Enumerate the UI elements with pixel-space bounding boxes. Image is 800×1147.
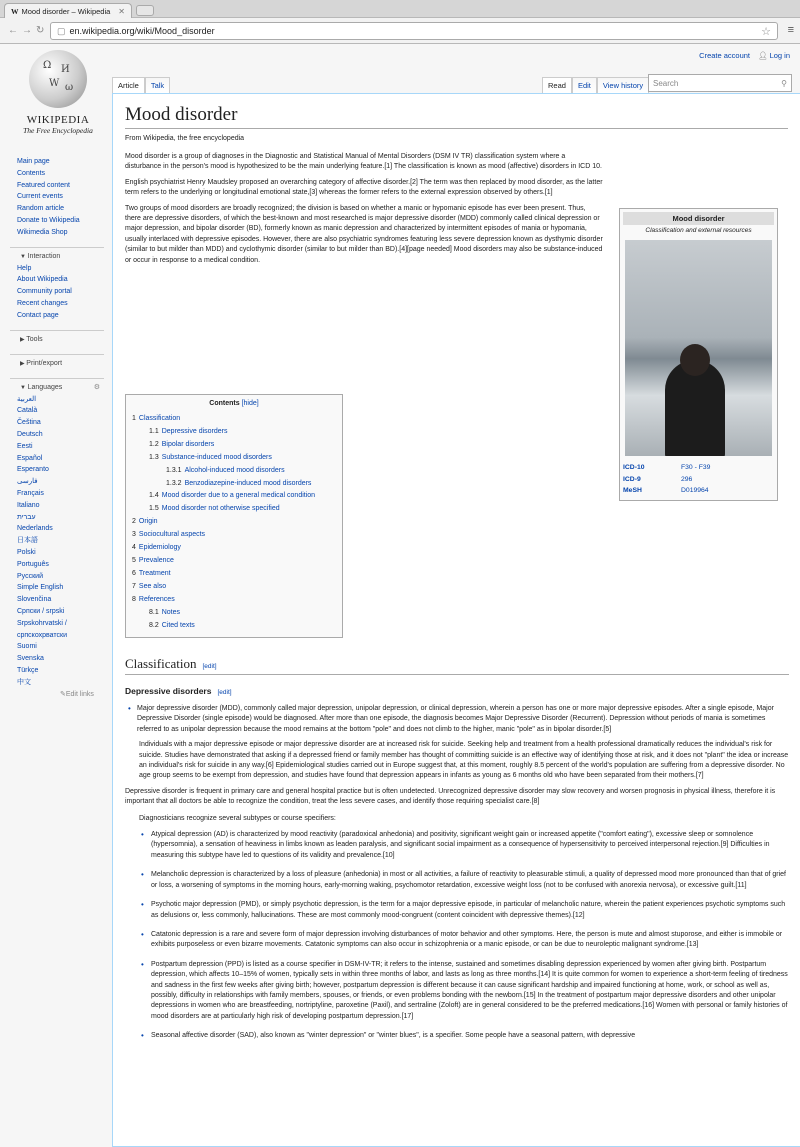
browser-tab[interactable] (4, 3, 132, 19)
toc-label[interactable]: Sociocultural aspects (138, 531, 206, 539)
sidebar-item-language[interactable]: Français (17, 489, 44, 497)
sidebar-item-featured[interactable]: Featured content (17, 181, 70, 189)
toc-title: Contents [hide] (209, 400, 259, 407)
collapsed-triangle-icon: ▶ (20, 360, 27, 367)
lead-paragraph-2: English psychiatrist Henry Maudsley proposed an overarching category of affective disorder.[2] The term was then replaced by mood disorder, as the latter term refers to the underlying or longitudinal emotional state,[3] whereas the former refers to the external expression observed by others.[1] (125, 178, 603, 197)
toc-item[interactable] (132, 542, 336, 555)
article-content (112, 93, 800, 1147)
photo-head (680, 344, 710, 376)
infobox-title: Mood disorder (623, 212, 774, 225)
pencil-icon: ✎ (60, 691, 66, 699)
print-export-heading[interactable]: ▶ Print/export (10, 354, 104, 370)
interaction-heading[interactable]: ▼ Interaction (10, 247, 104, 263)
toc-number: 1.3.1 (166, 466, 182, 474)
paragraph-frequency: Depressive disorder is frequent in primary care and general hospital practice but is often undetected. Unrecognized depressive disorder may slow recovery and worsen prognosis in physical illness, therefore it is important that all doctors be able to recognize the condition, treat the less severe cases, and identify those requiring specialist care.[8] (125, 787, 776, 806)
sidebar-item-current-events[interactable]: Current events (17, 193, 63, 201)
reload-icon[interactable]: ↻ (36, 25, 45, 36)
wikipedia-favicon-icon: W (11, 7, 19, 16)
browser-tab-strip (0, 0, 800, 18)
toc-label[interactable]: See also (138, 582, 167, 590)
sidebar-item-language[interactable]: Esperanto (17, 466, 49, 474)
sidebar-languages (0, 394, 112, 689)
sidebar-item-language[interactable]: Svenska (17, 655, 44, 663)
toc-item[interactable] (132, 581, 336, 594)
toc-item[interactable] (132, 516, 336, 529)
sidebar-item-language[interactable]: Eesti (17, 442, 33, 450)
sidebar-item-language[interactable]: Türkçe (17, 666, 39, 674)
toc-number: 5 (132, 556, 136, 564)
search-placeholder: Search (653, 78, 679, 88)
sidebar-item-recent-changes[interactable]: Recent changes (17, 299, 68, 307)
sidebar-item-contact[interactable]: Contact page (17, 311, 59, 319)
paragraph-subtypes-intro: Diagnosticians recognize several subtypes or course specifiers: (139, 814, 336, 822)
toc-label[interactable]: References (138, 595, 175, 603)
sidebar-item-community[interactable]: Community portal (17, 288, 72, 296)
sidebar (0, 156, 112, 698)
toc-number: 2 (132, 518, 136, 526)
list-item-subtype: • Atypical depression (AD) is characterized by mood reactivity (paradoxical anhedonia) and positivity, significant weight gain or increased appetite ("comfort eating"), excessive sleep or somnolence (hypersomnia), a sensation of heaviness in limbs known as leaden paralysis, and significant social impairment as a consequence of hypersensitivity to perceived interpersonal rejection.[9] Difficulties in measuring this subtype have led to questions of its validity and prevalence.[10] (125, 830, 789, 861)
sidebar-item-language[interactable]: עברית (17, 513, 36, 521)
section-heading-classification: Classification [edit] (125, 656, 789, 675)
infobox-key[interactable]: ICD-9 (623, 475, 641, 483)
toc-item[interactable] (132, 490, 336, 503)
toc-number: 1.3 (149, 453, 159, 461)
toc-item[interactable] (132, 465, 336, 478)
toc-number: 1.4 (149, 492, 159, 500)
sidebar-item-language[interactable]: فارسی (17, 478, 38, 486)
toc-item[interactable] (132, 503, 336, 516)
infobox-photo[interactable] (625, 240, 772, 456)
section-edit-link[interactable]: [edit] (217, 689, 232, 696)
toc-number: 3 (132, 531, 136, 539)
sidebar-item-language[interactable]: Deutsch (17, 430, 43, 438)
sidebar-interaction (0, 263, 112, 322)
sidebar-item-language[interactable]: Català (17, 407, 38, 415)
toc-number: 7 (132, 582, 136, 590)
new-tab-button[interactable] (136, 5, 154, 16)
toc-hide-link[interactable]: [hide] (241, 400, 259, 407)
toc-item[interactable] (132, 426, 336, 439)
personal-tools (699, 51, 790, 60)
subsection-heading-depressive: Depressive disorders [edit] (125, 686, 232, 696)
sidebar-item-language[interactable]: Nederlands (17, 525, 53, 533)
sidebar-item-language[interactable]: Português (17, 560, 49, 568)
back-icon[interactable]: ← (8, 25, 18, 36)
list-item-subtype: • Psychotic major depression (PMD), or simply psychotic depression, is the term for a major depressive episode, in particular of melancholic nature, wherein the patient experiences psychotic symptoms such as delusions or, less commonly, hallucinations. These are most commonly mood-congruent (content coincident with depressive themes).[12] (125, 900, 789, 921)
toc-number: 8.1 (149, 608, 159, 616)
toc-number: 1.1 (149, 427, 159, 435)
tab-article[interactable]: Article (112, 77, 145, 93)
table-of-contents (125, 394, 343, 638)
browser-toolbar (0, 18, 800, 44)
sidebar-item-contents[interactable]: Contents (17, 169, 46, 177)
toc-label[interactable]: Substance-induced mood disorders (161, 453, 272, 461)
list-item-subtype: • Seasonal affective disorder (SAD), also known as "winter depression" or "winter blues", is a specifier. Some people have a seasonal pattern, with depressive (125, 1031, 789, 1041)
sidebar-item-help[interactable]: Help (17, 264, 32, 272)
puzzle-globe-icon: Ω И W ω (29, 50, 87, 108)
sidebar-item-language[interactable]: Suomi (17, 643, 37, 651)
infobox-row (623, 474, 774, 486)
toc-label[interactable]: Epidemiology (138, 544, 181, 552)
infobox (619, 208, 778, 501)
site-sub: From Wikipedia, the free encyclopedia (125, 135, 245, 142)
forward-icon[interactable]: → (22, 25, 32, 36)
browser-tab-title: Mood disorder – Wikipedia (21, 7, 111, 16)
infobox-row (623, 485, 774, 497)
toc-number: 8.2 (149, 621, 159, 629)
toc-number: 1.2 (149, 440, 159, 448)
section-edit-link[interactable]: [edit] (202, 663, 217, 670)
languages-heading[interactable]: ▼ Languages ⚙ (10, 378, 104, 394)
expand-triangle-icon: ▼ (20, 253, 28, 260)
list-item-mdd: • Major depressive disorder (MDD), commonly called major depression, unipolar depression, or clinical depression, wherein a person has one or more major depressive episodes. After a single episode, Major Depressive Disorder (single episode) would be diagnosed. After more than one episode, the diagnosis becomes Major Depressive Disorder (Recurrent). Depression without periods of mania is sometimes referred to as unipolar depression because the mood remains at the bottom "pole" and does not climb to the higher, manic "pole" as in bipolar disorder.[5] (125, 704, 789, 735)
tab-view-history[interactable]: View history (597, 77, 649, 93)
toc-number: 1 (132, 415, 136, 422)
sidebar-item-language[interactable]: العربية (17, 395, 37, 403)
toc-number: 1.5 (149, 505, 159, 513)
search-input[interactable] (648, 74, 792, 92)
toc-item[interactable] (132, 452, 336, 465)
user-icon: 👤︎ (758, 51, 768, 60)
toc-label[interactable]: Treatment (138, 569, 171, 577)
toc-label[interactable]: Mood disorder due to a general medical condition (161, 492, 316, 500)
tab-read[interactable]: Read (542, 77, 572, 93)
subtype-list (125, 830, 789, 1042)
page-title: Mood disorder (125, 104, 788, 129)
toc-label[interactable]: Bipolar disorders (161, 440, 215, 448)
sidebar-item-language[interactable]: Italiano (17, 501, 40, 509)
sidebar-item-random[interactable]: Random article (17, 205, 65, 213)
toc-label[interactable]: Depressive disorders (161, 427, 228, 435)
sidebar-item-language[interactable]: Polski (17, 548, 36, 556)
list-item-subtype: • Melancholic depression is characterized by a loss of pleasure (anhedonia) in most or all activities, a failure of reactivity to pleasurable stimuli, a quality of depressed mood more pronounced than that of grief or loss, a worsening of symptoms in the morning hours, early-morning waking, psychomotor retardation, excessive weight loss (not to be confused with anorexia nervosa), or excessive guilt.[11] (125, 870, 789, 891)
lead-paragraph-1: Mood disorder is a group of diagnoses in the Diagnostic and Statistical Manual of Mental Disorders (DSM IV TR) classification system where a disturbance in the person's mood is hypothesized to be the main underlying feature.[1] The classification is known as mood (affective) disorders in ICD 10. (125, 153, 602, 171)
toc-item[interactable] (132, 413, 336, 426)
sidebar-item-language[interactable]: Simple English (17, 584, 64, 592)
sidebar-item-main-page[interactable]: Main page (17, 158, 50, 165)
browser-menu-icon[interactable]: ≡ (787, 24, 794, 36)
infobox-key[interactable]: MeSH (623, 487, 642, 494)
create-account-link[interactable]: Create account (699, 51, 751, 60)
tools-heading[interactable]: ▶ Tools (10, 330, 104, 346)
toc-label[interactable]: Cited texts (161, 621, 195, 629)
tab-talk[interactable]: Talk (145, 77, 170, 93)
toc-number: 4 (132, 544, 136, 552)
toc-label[interactable]: Origin (138, 518, 158, 526)
address-bar[interactable] (50, 22, 778, 40)
infobox-value[interactable]: D019964 (681, 487, 709, 494)
infobox-row (623, 462, 774, 474)
toc-label[interactable]: Classification (138, 415, 181, 422)
sidebar-item-language[interactable]: 中文 (17, 678, 31, 686)
tab-edit[interactable]: Edit (572, 77, 597, 93)
sidebar-item-donate[interactable]: Donate to Wikipedia (17, 216, 80, 224)
toc-label[interactable]: Alcohol-induced mood disorders (184, 466, 285, 474)
sidebar-item-language[interactable]: Čeština (17, 419, 41, 427)
sidebar-item-language[interactable]: Српски / srpski (17, 607, 65, 615)
logo-wordmark: WIKIPEDIA (26, 114, 90, 126)
toc-number: 8 (132, 595, 136, 603)
sidebar-item-language[interactable]: 日本語 (17, 537, 38, 545)
sidebar-item-language[interactable]: Русский (17, 572, 43, 580)
toc-label[interactable]: Mood disorder not otherwise specified (161, 505, 280, 513)
expand-triangle-icon: ▼ (20, 384, 28, 391)
login-link[interactable]: Log in (769, 51, 790, 60)
sidebar-item-language[interactable]: Slovenčina (17, 596, 52, 604)
collapsed-triangle-icon: ▶ (20, 336, 27, 343)
toc-item[interactable] (132, 555, 336, 568)
url-text: en.wikipedia.org/wiki/Mood_disorder (69, 26, 215, 36)
sidebar-item-about[interactable]: About Wikipedia (17, 276, 68, 284)
namespace-tabs (112, 77, 170, 93)
edit-links[interactable]: ✎Edit links (60, 691, 94, 699)
wikipedia-page (0, 44, 800, 1147)
infobox-key[interactable]: ICD-10 (623, 464, 645, 471)
list-item-subtype: • Postpartum depression (PPD) is listed as a course specifier in DSM-IV-TR; it refers to the intense, sustained and sometimes disabling depression experienced by women after giving birth. Postpartum depression, which affects 10–15% of women, typically sets in within three months of labor, and lasts as long as three months.[14] It is quite common for women to experience a short-term feeling of tiredness and sadness in the first few weeks after giving birth; however, postpartum depression is different because it can cause significant hardship and impaired functioning at home, work, or school as well as, possibly, difficulty in relationships with family members, spouses, or friends, or even problems bonding with the newborn.[15] In the treatment of postpartum major depressive disorders and other unipolar depressions in women who are breastfeeding, nortriptyline, paroxetine (Paxil), and sertraline (Zoloft) are in general considered to be the preferred medications.[16] Women with personal or family histories of mood disorders are at particularly high risk of developing postpartum depression.[17] (125, 960, 789, 1022)
search-icon[interactable]: ⚲ (781, 78, 787, 88)
wikipedia-logo[interactable] (10, 50, 106, 150)
toc-number: 6 (132, 569, 136, 577)
toc-list (132, 413, 336, 632)
page-icon: ▢ (57, 25, 66, 36)
infobox-subtitle: Classification and external resources (645, 227, 752, 234)
toc-label[interactable]: Prevalence (138, 556, 174, 564)
toc-number: 1.3.2 (166, 479, 182, 487)
toc-item[interactable] (132, 478, 336, 491)
toc-item[interactable] (132, 620, 336, 633)
toc-item[interactable] (132, 607, 336, 620)
toc-item[interactable] (132, 529, 336, 542)
infobox-value[interactable]: F30 - F39 (681, 464, 711, 471)
close-tab-icon[interactable]: ✕ (118, 7, 125, 16)
sidebar-navigation (0, 156, 112, 239)
sidebar-item-shop[interactable]: Wikimedia Shop (17, 228, 68, 236)
bookmark-star-icon[interactable]: ☆ (761, 25, 771, 38)
toc-item[interactable] (132, 568, 336, 581)
gear-icon[interactable]: ⚙ (93, 383, 100, 391)
toc-item[interactable] (132, 594, 336, 607)
view-tabs (542, 77, 649, 93)
sidebar-item-language[interactable]: Español (17, 454, 43, 462)
classification-body (125, 704, 789, 1051)
logo-tagline: The Free Encyclopedia (23, 126, 93, 135)
list-item-subtype: • Catatonic depression is a rare and severe form of major depression involving disturbances of motor behavior and other symptoms. Here, the person is mute and almost stuporose, and either is immobile or exhibits purposeless or even bizarre movements. Catatonic symptoms can also occur in schizophrenia or a manic episode, or can be due to neuroleptic malignant syndrome.[13] (125, 930, 789, 951)
infobox-value[interactable]: 296 (681, 475, 693, 483)
lead-paragraph-3: Two groups of mood disorders are broadly recognized; the division is based on whether a manic or hypomanic episode has ever been present. Thus, there are depressive disorders, of which the best-known and most researched is major depressive disorder (MDD) commonly called clinical depression or major depression, and bipolar disorder (BD), formerly known as manic depression and characterized by intermittent episodes of mania or hypomania, usually interlaced with depressive episodes. However, there are also psychiatric syndromes featuring less severe depression known as dysthymic disorder (similar to but milder than MDD) and cyclothymic disorder (similar to but milder than BD).[4][page needed] Mood disorders may also be substance-induced or occur in response to a medical condition. (125, 204, 603, 264)
sidebar-item-language[interactable]: Srpskohrvatski / српскохрватски (17, 619, 68, 639)
toc-label[interactable]: Benzodiazepine-induced mood disorders (184, 479, 312, 487)
toc-label[interactable]: Notes (161, 608, 181, 616)
mdd-continuation: Individuals with a major depressive episode or major depressive disorder are at increased risk for suicide. Seeking help and treatment from a health professional dramatically reduces the individual's risk for suicide. Studies have demonstrated that asking if a depressed friend or family member has thought of committing suicide is an effective way of identifying those at risk, and it does not "plant" the idea or increase an individual's risk for suicide in any way.[6] Epidemiological studies carried out in Europe suggest that, at this moment, roughly 8.5 percent of the world's population are suffering from a depressive disorder. No age group seems to be exempt from depression, and studies have found that depression appears in infants as young as 6 months old who have been separated from their mothers.[7] (139, 741, 789, 780)
toc-item[interactable] (132, 439, 336, 452)
